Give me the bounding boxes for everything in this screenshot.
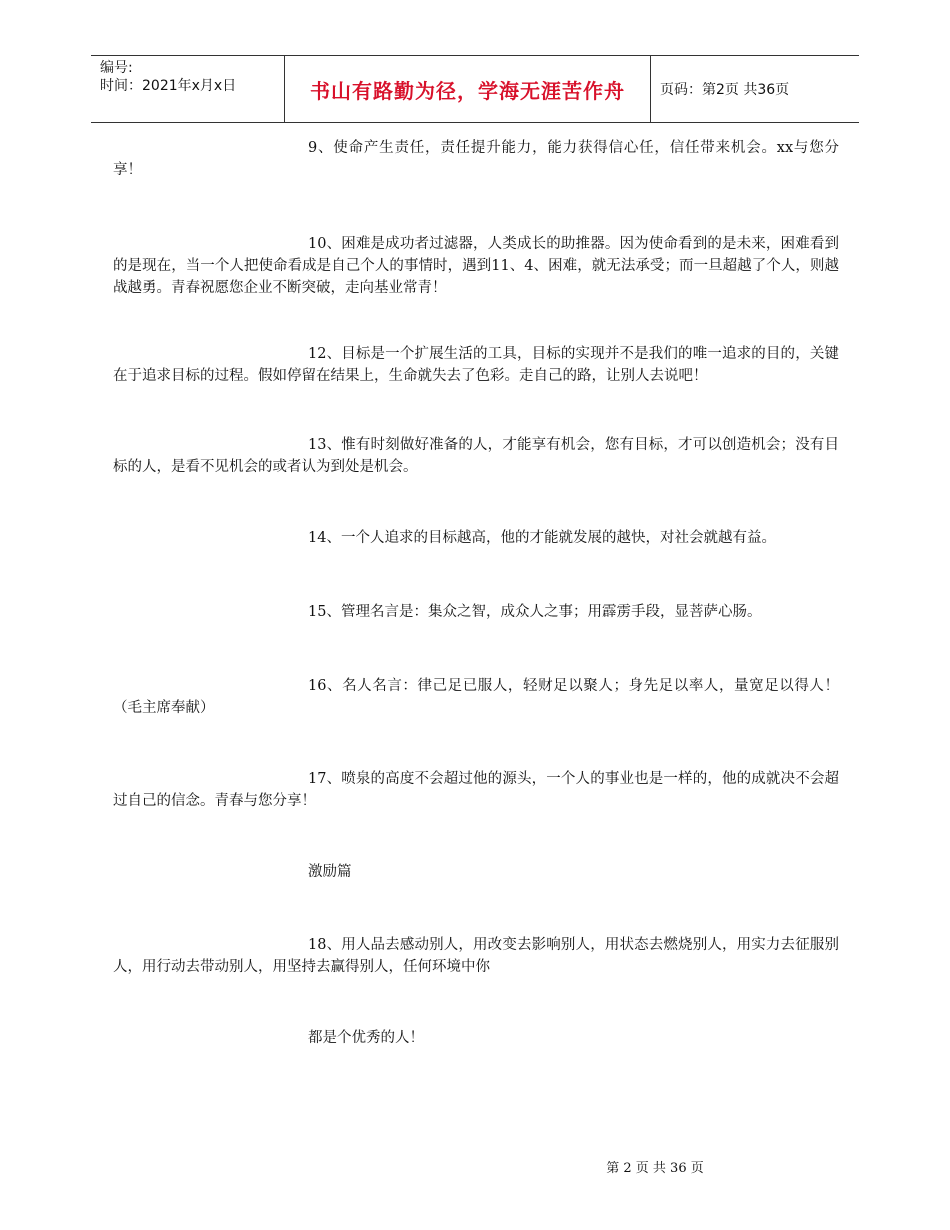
header-meta: [91, 56, 285, 122]
paragraph-9: 9、使命产生责任，责任提升能力，能力获得信心任，信任带来机会。xx与您分享！: [113, 140, 839, 178]
paragraph-13: 13、惟有时刻做好准备的人，才能享有机会，您有目标，才可以创造机会；没有目标的人，是看不见机会的或者认为到处是机会。: [113, 437, 839, 475]
paragraph-10: 10、困难是成功者过滤器，人类成长的助推器。因为使命看到的是未来，困难看到的是现在，当一个人把使命看成是自己个人的事情时，遇到11、4、困难，就无法承受；而一旦超越了个人，则越战越勇。青春祝愿您企业不断突破，走向基业常青！: [113, 236, 839, 296]
paragraph-17: 17、喷泉的高度不会超过他的源头，一个人的事业也是一样的，他的成就决不会超过自己的信念。青春与您分享！: [113, 771, 839, 809]
footer-page-number: 第 2 页 共 36 页: [606, 1161, 704, 1176]
paragraph-18: 18、用人品去感动别人，用改变去影响别人，用状态去燃烧别人，用实力去征服别人，用行动去带动别人，用坚持去赢得别人，任何环境中你: [113, 937, 839, 975]
paragraph-15: 15、管理名言是：集众之智，成众人之事；用霹雳手段，显菩萨心肠。: [308, 604, 762, 620]
page-footer: [0, 1157, 950, 1176]
page-header: [91, 55, 859, 123]
document-number-label: 编号:: [100, 60, 133, 76]
paragraph-16: 16、名人名言：律己足已服人，轻财足以聚人；身先足以率人，量宽足以得人！（毛主席奉献）: [113, 678, 839, 716]
section-heading: 激励篇: [308, 864, 352, 880]
paragraph-12: 12、目标是一个扩展生活的工具，目标的实现并不是我们的唯一追求的目的，关键在于追求目标的过程。假如停留在结果上，生命就失去了色彩。走自己的路，让别人去说吧！: [113, 346, 839, 384]
paragraph-18-continued: 都是个优秀的人！: [308, 1030, 424, 1046]
header-page-info: 页码：第2页 共36页: [660, 82, 790, 98]
paragraph-14: 14、一个人追求的目标越高，他的才能就发展的越快，对社会就越有益。: [308, 530, 776, 546]
document-time-label: 时间：2021年x月x日: [100, 78, 237, 94]
header-motto: 书山有路勤为径，学海无涯苦作舟: [285, 56, 651, 122]
